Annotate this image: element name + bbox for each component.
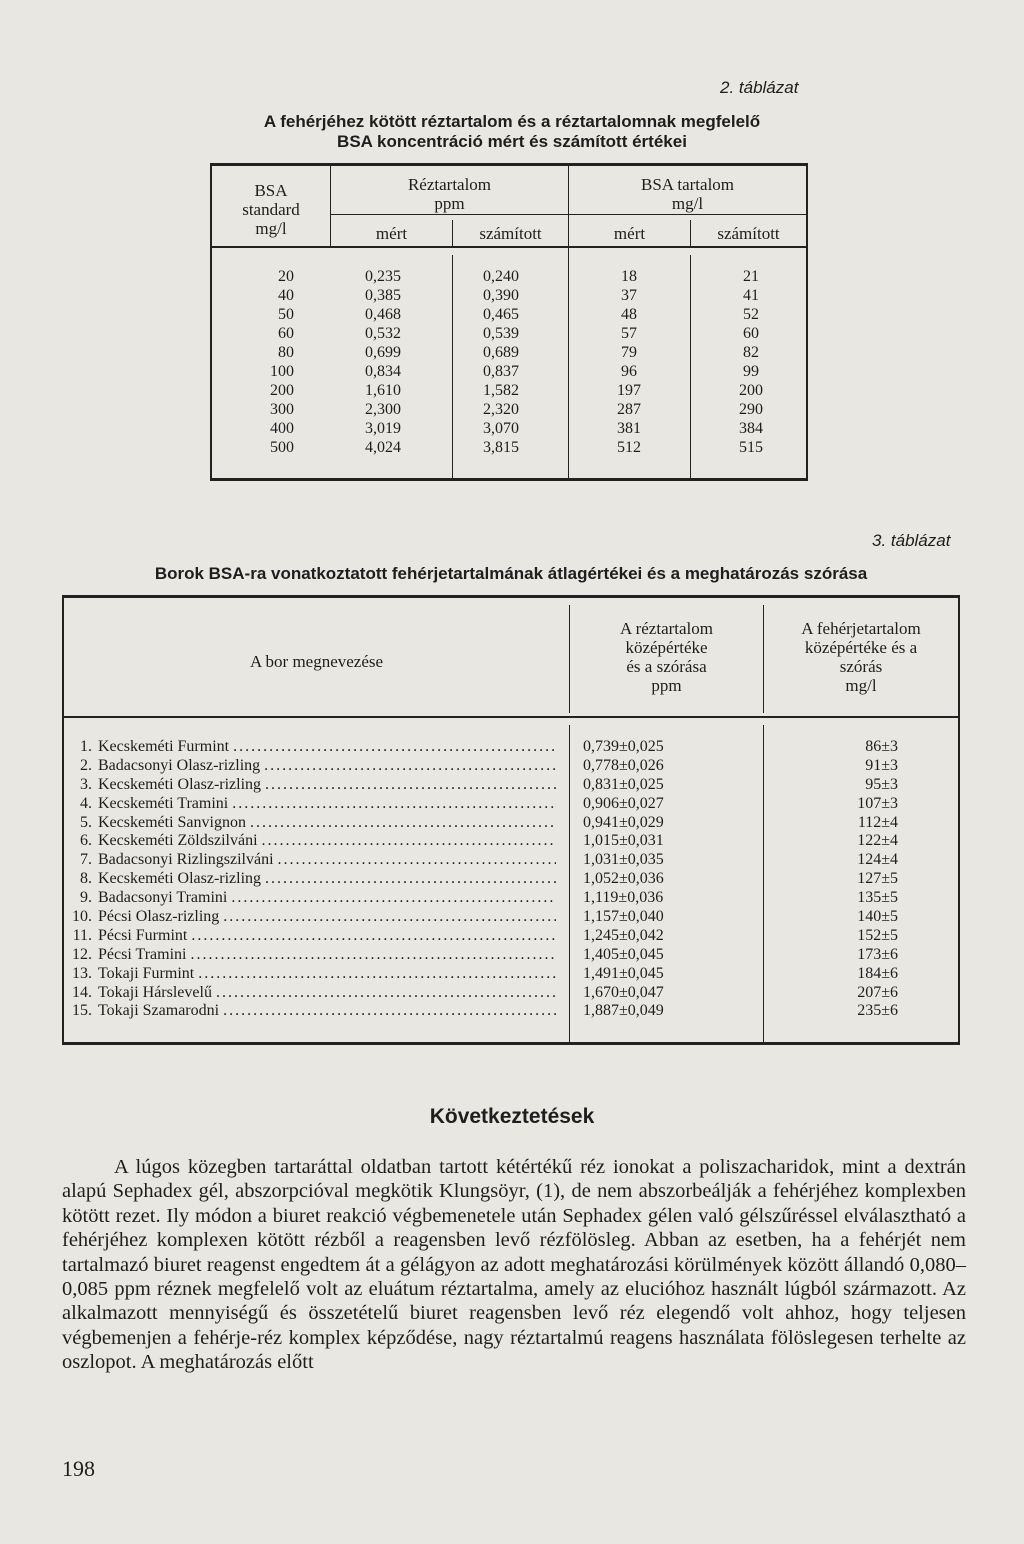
table2-cell: 290	[739, 401, 763, 418]
feherje-value: 86±3	[865, 738, 898, 755]
table2-cell: 20	[278, 268, 294, 285]
leader-dots	[191, 927, 556, 946]
table-row	[62, 814, 556, 833]
table2-cell: 0,532	[365, 325, 401, 342]
table2-cell: 515	[739, 439, 763, 456]
table-row	[62, 870, 556, 889]
row-number: 6.	[80, 832, 92, 850]
feherje-value: 107±3	[857, 794, 898, 812]
rez-value: 1,015±0,031	[583, 832, 664, 850]
wine-name: Kecskeméti Sanvignon	[98, 813, 246, 831]
table2-cell: 0,468	[365, 306, 401, 323]
header-bsa-szamitott: számított	[717, 224, 780, 243]
row-number: 15.	[72, 1002, 92, 1020]
feherje-value: 173±6	[857, 945, 898, 963]
table3-title: Borok BSA-ra vonatkoztatott fehérjetartalmának átlagértékei és a meghatározás szórása	[154, 564, 868, 583]
rez-value: 0,739±0,025	[583, 738, 664, 755]
rez-value: 1,031±0,035	[583, 851, 664, 869]
table2-cell: 1,582	[483, 382, 519, 399]
row-number: 9.	[80, 889, 92, 907]
feherje-value: 235±6	[857, 1002, 898, 1020]
table2-cell: 287	[617, 401, 641, 418]
table2-cell: 0,699	[365, 344, 401, 361]
table2-cell: 57	[621, 325, 637, 342]
table3-caption: 3. táblázat	[872, 531, 951, 550]
feherje-value: 91±3	[865, 756, 898, 774]
feherje-value: 140±5	[857, 908, 898, 926]
wine-name: Kecskeméti Furmint	[98, 738, 230, 755]
feherje-value: 152±5	[857, 926, 898, 944]
wine-name: Tokaji Furmint	[98, 964, 195, 982]
row-number: 12.	[72, 945, 92, 963]
paragraph-text: A lúgos közegben tartaráttal oldatban tartott kétértékű réz ionokat a poliszacharidok, mint a dextrán alapú Sephadex gél, abszorpcióval megkötik Klungsöyr, (1), de nem abszorbeálják a fehérjéhez komplexben kötött rezet. Ily módon a biuret reakció végbemenetele után Sephadex gélen való gélszűréssel elválasztható a fehérjéhez komplexen kötött rézből a reagensben levő rézfölösleg. Abban az esetben, ha a fehérjét nem tartalmazó biuret reagenst engedtem át a gélágyon az adott meghatározási körülmények között állandó 0,080–0,085 ppm réznek megfelelő volt az eluátum réztartalma, amely az elucióhoz használt lúgból származott. Az alkalmazott mennyiségű és összetételű biuret reagensben levő réz elegendő volt ahhoz, hogy teljesen végbemenjen a fehérje-réz komplex képződése, nagy réztartalmú reagens használata fölöslegesen terhelte az oszlopot. A meghatározás előtt	[62, 1156, 966, 1374]
header-bsa-standard: BSA standard mg/l	[242, 181, 300, 238]
table2-cell: 0,837	[483, 363, 519, 380]
table2-cell: 0,689	[483, 344, 519, 361]
column-bsa-standard	[240, 267, 294, 457]
body-paragraph	[62, 1155, 966, 1375]
table2-cell: 99	[743, 363, 759, 380]
leader-dots	[265, 776, 556, 795]
header-bor-megnevezese: A bor megnevezése	[249, 652, 384, 671]
feherje-value: 135±5	[857, 889, 898, 907]
feherje-value: 184±6	[857, 964, 898, 982]
rez-value: 1,119±0,036	[583, 889, 664, 907]
feherje-value: 127±5	[857, 870, 898, 888]
header-rez-mert: mért	[375, 224, 408, 243]
rez-value: 1,670±0,047	[583, 983, 664, 1001]
table3	[62, 595, 960, 1045]
table2-cell: 60	[743, 325, 759, 342]
table2-cell: 197	[617, 382, 641, 399]
table2-caption: 2. táblázat	[720, 78, 799, 97]
leader-dots	[232, 795, 556, 814]
table-row	[62, 851, 556, 870]
table2-cell: 3,070	[483, 420, 519, 437]
table2-cell: 0,465	[483, 306, 519, 323]
table2	[210, 163, 808, 481]
wine-name: Pécsi Olasz-rizling	[98, 908, 220, 926]
leader-dots	[223, 1002, 556, 1021]
page-number: 198	[62, 1456, 95, 1481]
table-row	[62, 1002, 556, 1021]
table2-cell: 300	[270, 401, 294, 418]
wine-name: Badacsonyi Tramini	[98, 889, 228, 907]
wine-name: Badacsonyi Olasz-rizling	[98, 756, 261, 774]
table2-cell: 0,390	[483, 287, 519, 304]
table-row	[62, 984, 556, 1003]
table2-cell: 96	[621, 363, 637, 380]
table2-cell: 3,815	[483, 439, 519, 456]
header-bsa-mert: mért	[613, 224, 646, 243]
feherje-value: 124±4	[857, 851, 898, 869]
table-row	[62, 832, 556, 851]
table2-cell: 52	[743, 306, 759, 323]
row-number: 14.	[72, 983, 92, 1001]
column-bsa-mert	[600, 267, 658, 457]
feherje-value: 207±6	[857, 983, 898, 1001]
leader-dots	[231, 889, 556, 908]
leader-dots	[233, 738, 556, 757]
row-number: 1.	[80, 738, 92, 755]
table2-cell: 0,235	[365, 268, 401, 285]
column-rez-szamitott	[483, 267, 543, 457]
leader-dots	[264, 757, 556, 776]
leader-dots	[262, 832, 556, 851]
table2-cell: 0,539	[483, 325, 519, 342]
table2-cell: 82	[743, 344, 759, 361]
table-row	[62, 908, 556, 927]
table-row	[62, 946, 556, 965]
table2-cell: 0,385	[365, 287, 401, 304]
header-rez-szamitott: számított	[479, 224, 542, 243]
table2-cell: 100	[270, 363, 294, 380]
leader-dots	[250, 814, 556, 833]
table2-cell: 512	[617, 439, 641, 456]
table2-cell: 41	[743, 287, 759, 304]
table2-cell: 1,610	[365, 382, 401, 399]
row-number: 2.	[80, 756, 92, 774]
table2-cell: 18	[621, 268, 637, 285]
rez-value: 0,831±0,025	[583, 775, 664, 793]
header-reztartalom-kozepertek: A réztartalom középértéke és a szórása ppm	[620, 619, 713, 695]
table-row	[62, 757, 556, 776]
table2-cell: 0,240	[483, 268, 519, 285]
leader-dots	[223, 908, 556, 927]
rez-value: 0,941±0,029	[583, 813, 664, 831]
column-reztartalom	[583, 738, 753, 1021]
rez-value: 1,052±0,036	[583, 870, 664, 888]
table2-cell: 50	[278, 306, 294, 323]
wine-name: Tokaji Szamarodni	[98, 1002, 220, 1020]
row-number: 4.	[80, 794, 92, 812]
leader-dots	[216, 984, 556, 1003]
header-bsa-tartalom: BSA tartalom mg/l	[640, 175, 735, 213]
column-feherjetartalom	[822, 738, 898, 1021]
table2-cell: 3,019	[365, 420, 401, 437]
rez-value: 0,778±0,026	[583, 756, 664, 774]
table2-cell: 200	[739, 382, 763, 399]
table2-cell: 0,834	[365, 363, 401, 380]
wine-name: Pécsi Tramini	[98, 945, 187, 963]
row-number: 11.	[72, 926, 92, 944]
table2-cell: 79	[621, 344, 637, 361]
table2-cell: 500	[270, 439, 294, 456]
rez-value: 1,887±0,049	[583, 1002, 664, 1020]
table-row	[62, 776, 556, 795]
rez-value: 1,405±0,045	[583, 945, 664, 963]
row-number: 7.	[80, 851, 92, 869]
header-feherjetartalom-kozepertek: A fehérjetartalom középértéke és a szórás mg/l	[801, 619, 921, 695]
row-number: 8.	[80, 870, 92, 888]
table2-cell: 21	[743, 268, 759, 285]
table2-cell: 381	[617, 420, 641, 437]
table-row	[62, 738, 556, 757]
wine-name: Tokaji Hárslevelű	[98, 983, 212, 1001]
table-row	[62, 889, 556, 908]
column-rez-mert	[365, 267, 425, 457]
leader-dots	[198, 965, 556, 984]
wine-name: Kecskeméti Tramini	[98, 794, 229, 812]
rez-value: 1,157±0,040	[583, 908, 664, 926]
table2-cell: 4,024	[365, 439, 401, 456]
row-number: 13.	[72, 964, 92, 982]
row-number: 3.	[80, 775, 92, 793]
table2-cell: 37	[621, 287, 637, 304]
wine-name: Kecskeméti Olasz-rizling	[98, 775, 262, 793]
table2-cell: 200	[270, 382, 294, 399]
rez-value: 1,491±0,045	[583, 964, 664, 982]
table2-cell: 60	[278, 325, 294, 342]
wine-name: Kecskeméti Olasz-rizling	[98, 870, 262, 888]
table-row	[62, 965, 556, 984]
wine-name: Kecskeméti Zöldszilváni	[98, 832, 258, 850]
table2-title: A fehérjéhez kötött réztartalom és a réztartalomnak megfelelő BSA koncentráció mért és számított értékei	[263, 112, 761, 151]
feherje-value: 122±4	[857, 832, 898, 850]
section-heading: Következtetések	[429, 1105, 595, 1128]
leader-dots	[265, 870, 556, 889]
wine-name: Badacsonyi Rizlingszilváni	[98, 851, 274, 869]
rez-value: 1,245±0,042	[583, 926, 664, 944]
header-reztartalom: Réztartalom ppm	[407, 175, 492, 213]
table2-cell: 40	[278, 287, 294, 304]
row-number: 5.	[80, 813, 92, 831]
leader-dots	[190, 946, 556, 965]
column-bor-megnevezese	[62, 738, 556, 1021]
feherje-value: 95±3	[865, 775, 898, 793]
table-row	[62, 795, 556, 814]
rez-value: 0,906±0,027	[583, 794, 664, 812]
table2-cell: 2,320	[483, 401, 519, 418]
table2-cell: 400	[270, 420, 294, 437]
table2-cell: 2,300	[365, 401, 401, 418]
table2-cell: 48	[621, 306, 637, 323]
feherje-value: 112±4	[857, 813, 898, 831]
table2-cell: 384	[739, 420, 763, 437]
column-bsa-szamitott	[722, 267, 780, 457]
table2-cell: 80	[278, 344, 294, 361]
leader-dots	[278, 851, 556, 870]
row-number: 10.	[72, 908, 92, 926]
wine-name: Pécsi Furmint	[98, 926, 188, 944]
table-row	[62, 927, 556, 946]
